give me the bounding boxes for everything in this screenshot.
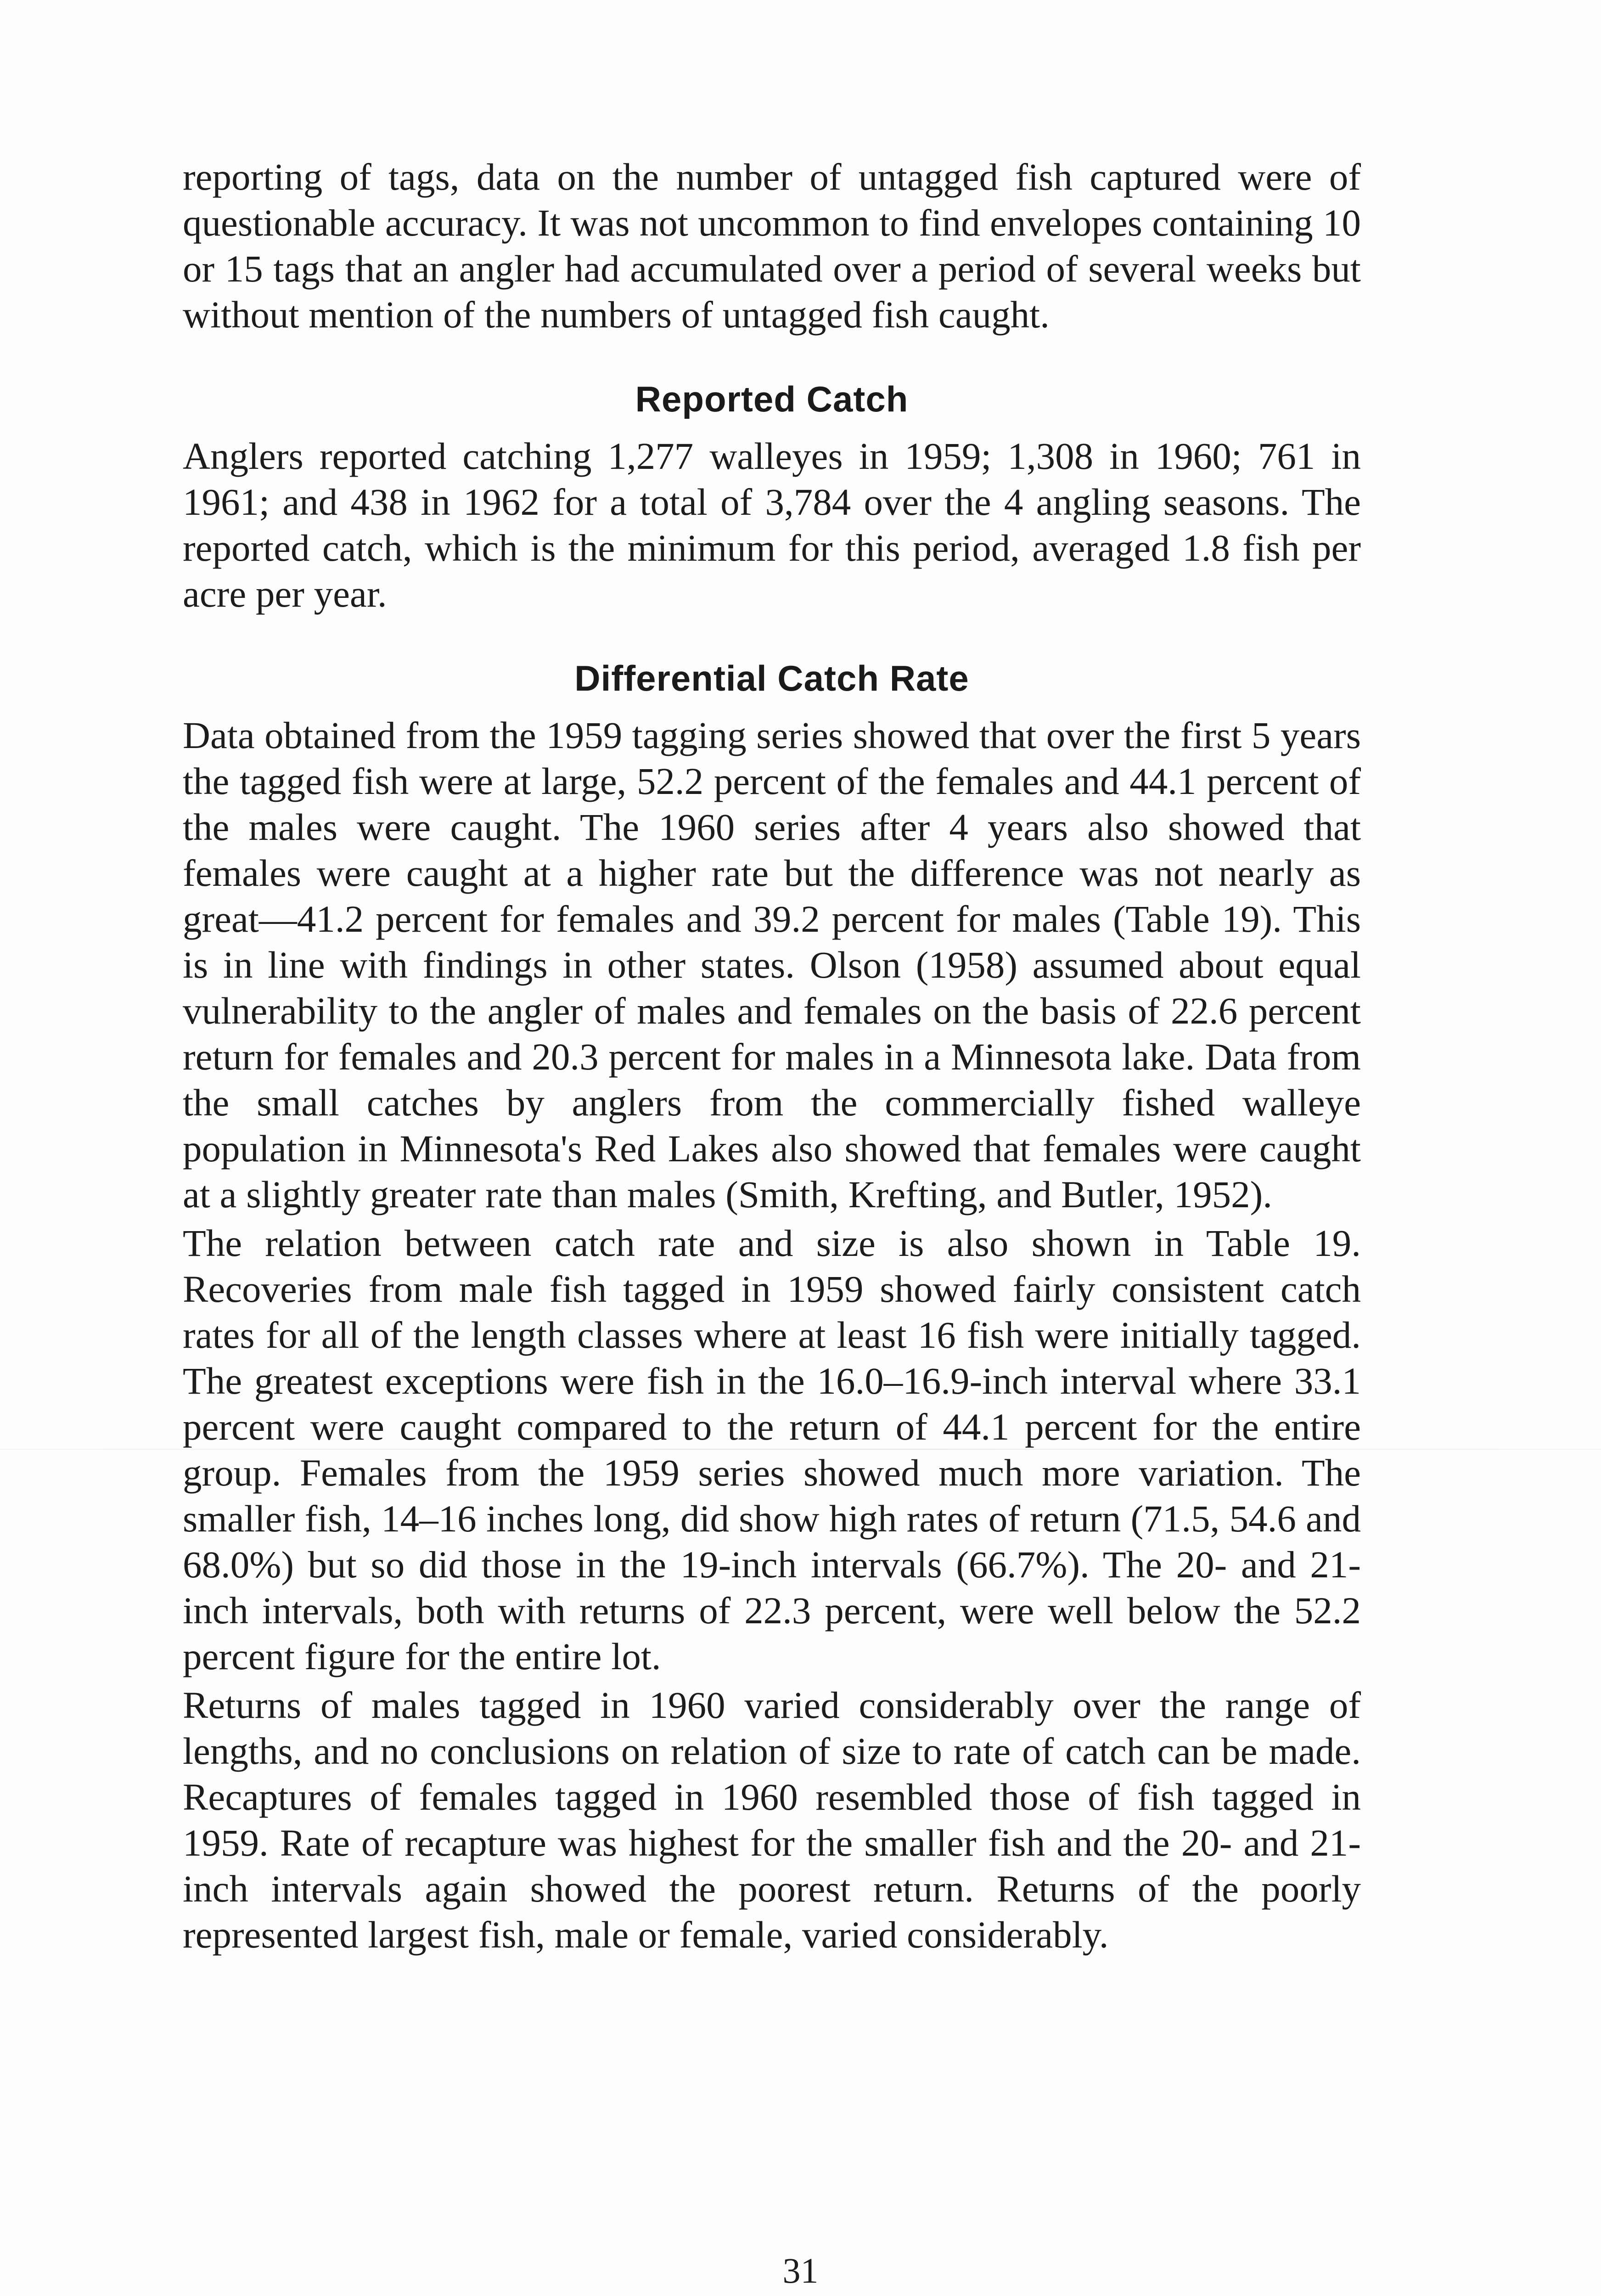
paragraph: The relation between catch rate and size is also shown in Table 19. Recoveries from male fish tagged in 1959 showed fairly consistent catch rates for all of the length classes where at least 16 fish were initially tagged. The greatest exceptions were fish in the 16.0–16.9-inch interval where 33.1 percent were caught compared to the return of 44.1 percent for the entire group. Females from the 1959 series showed much more variation. The smaller fish, 14–16 inches long, did show high rates of return (71.5, 54.6 and 68.0%) but so did those in the 19-inch intervals (66.7%). The 20- and 21-inch intervals, both with returns of 22.3 percent, were well below the 52.2 percent figure for the entire lot. bbox=[183, 1222, 1361, 1677]
text-column bbox=[183, 154, 1361, 1958]
paragraph: Data obtained from the 1959 tagging series showed that over the first 5 years the tagged fish were at large, 52.2 percent of the females and 44.1 percent of the males were caught. The 1960 series after 4 years also showed that females were caught at a higher rate but the difference was not nearly as great—41.2 percent for females and 39.2 percent for males (Table 19). This is in line with findings in other states. Olson (1958) assumed about equal vulnerability to the angler of males and females on the basis of 22.6 percent return for females and 20.3 percent for males in a Minnesota lake. Data from the small catches by anglers from the commercially fished walleye population in Minnesota's Red Lakes also showed that females were caught at a slightly greater rate than males (Smith, Krefting, and Butler, 1952). bbox=[183, 714, 1361, 1216]
section-heading-reported-catch: Reported Catch bbox=[635, 379, 909, 419]
section-reported-catch bbox=[183, 376, 1361, 617]
page-number: 31 bbox=[782, 2251, 819, 2290]
intro-paragraph: reporting of tags, data on the number of untagged fish captured were of questionable accuracy. It was not uncommon to find envelopes containing 10 or 15 tags that an angler had accumulated over a period of several weeks but without mention of the numbers of untagged fish caught. bbox=[183, 156, 1361, 336]
section-heading-differential-catch-rate: Differential Catch Rate bbox=[574, 658, 969, 698]
paragraph: Returns of males tagged in 1960 varied considerably over the range of lengths, and no conclusions on relation of size to rate of catch can be made. Recaptures of females tagged in 1960 resembled those of fish tagged in 1959. Rate of recapture was highest for the smaller fish and the 20- and 21-inch intervals again showed the poorest return. Returns of the poorly represented largest fish, male or female, varied considerably. bbox=[183, 1684, 1361, 1956]
section-differential-catch-rate bbox=[183, 655, 1361, 1958]
paragraph: Anglers reported catching 1,277 walleyes in 1959; 1,308 in 1960; 761 in 1961; and 438 in 1962 for a total of 3,784 over the 4 angling seasons. The reported catch, which is the minimum for this period, averaged 1.8 fish per acre per year. bbox=[183, 435, 1361, 615]
